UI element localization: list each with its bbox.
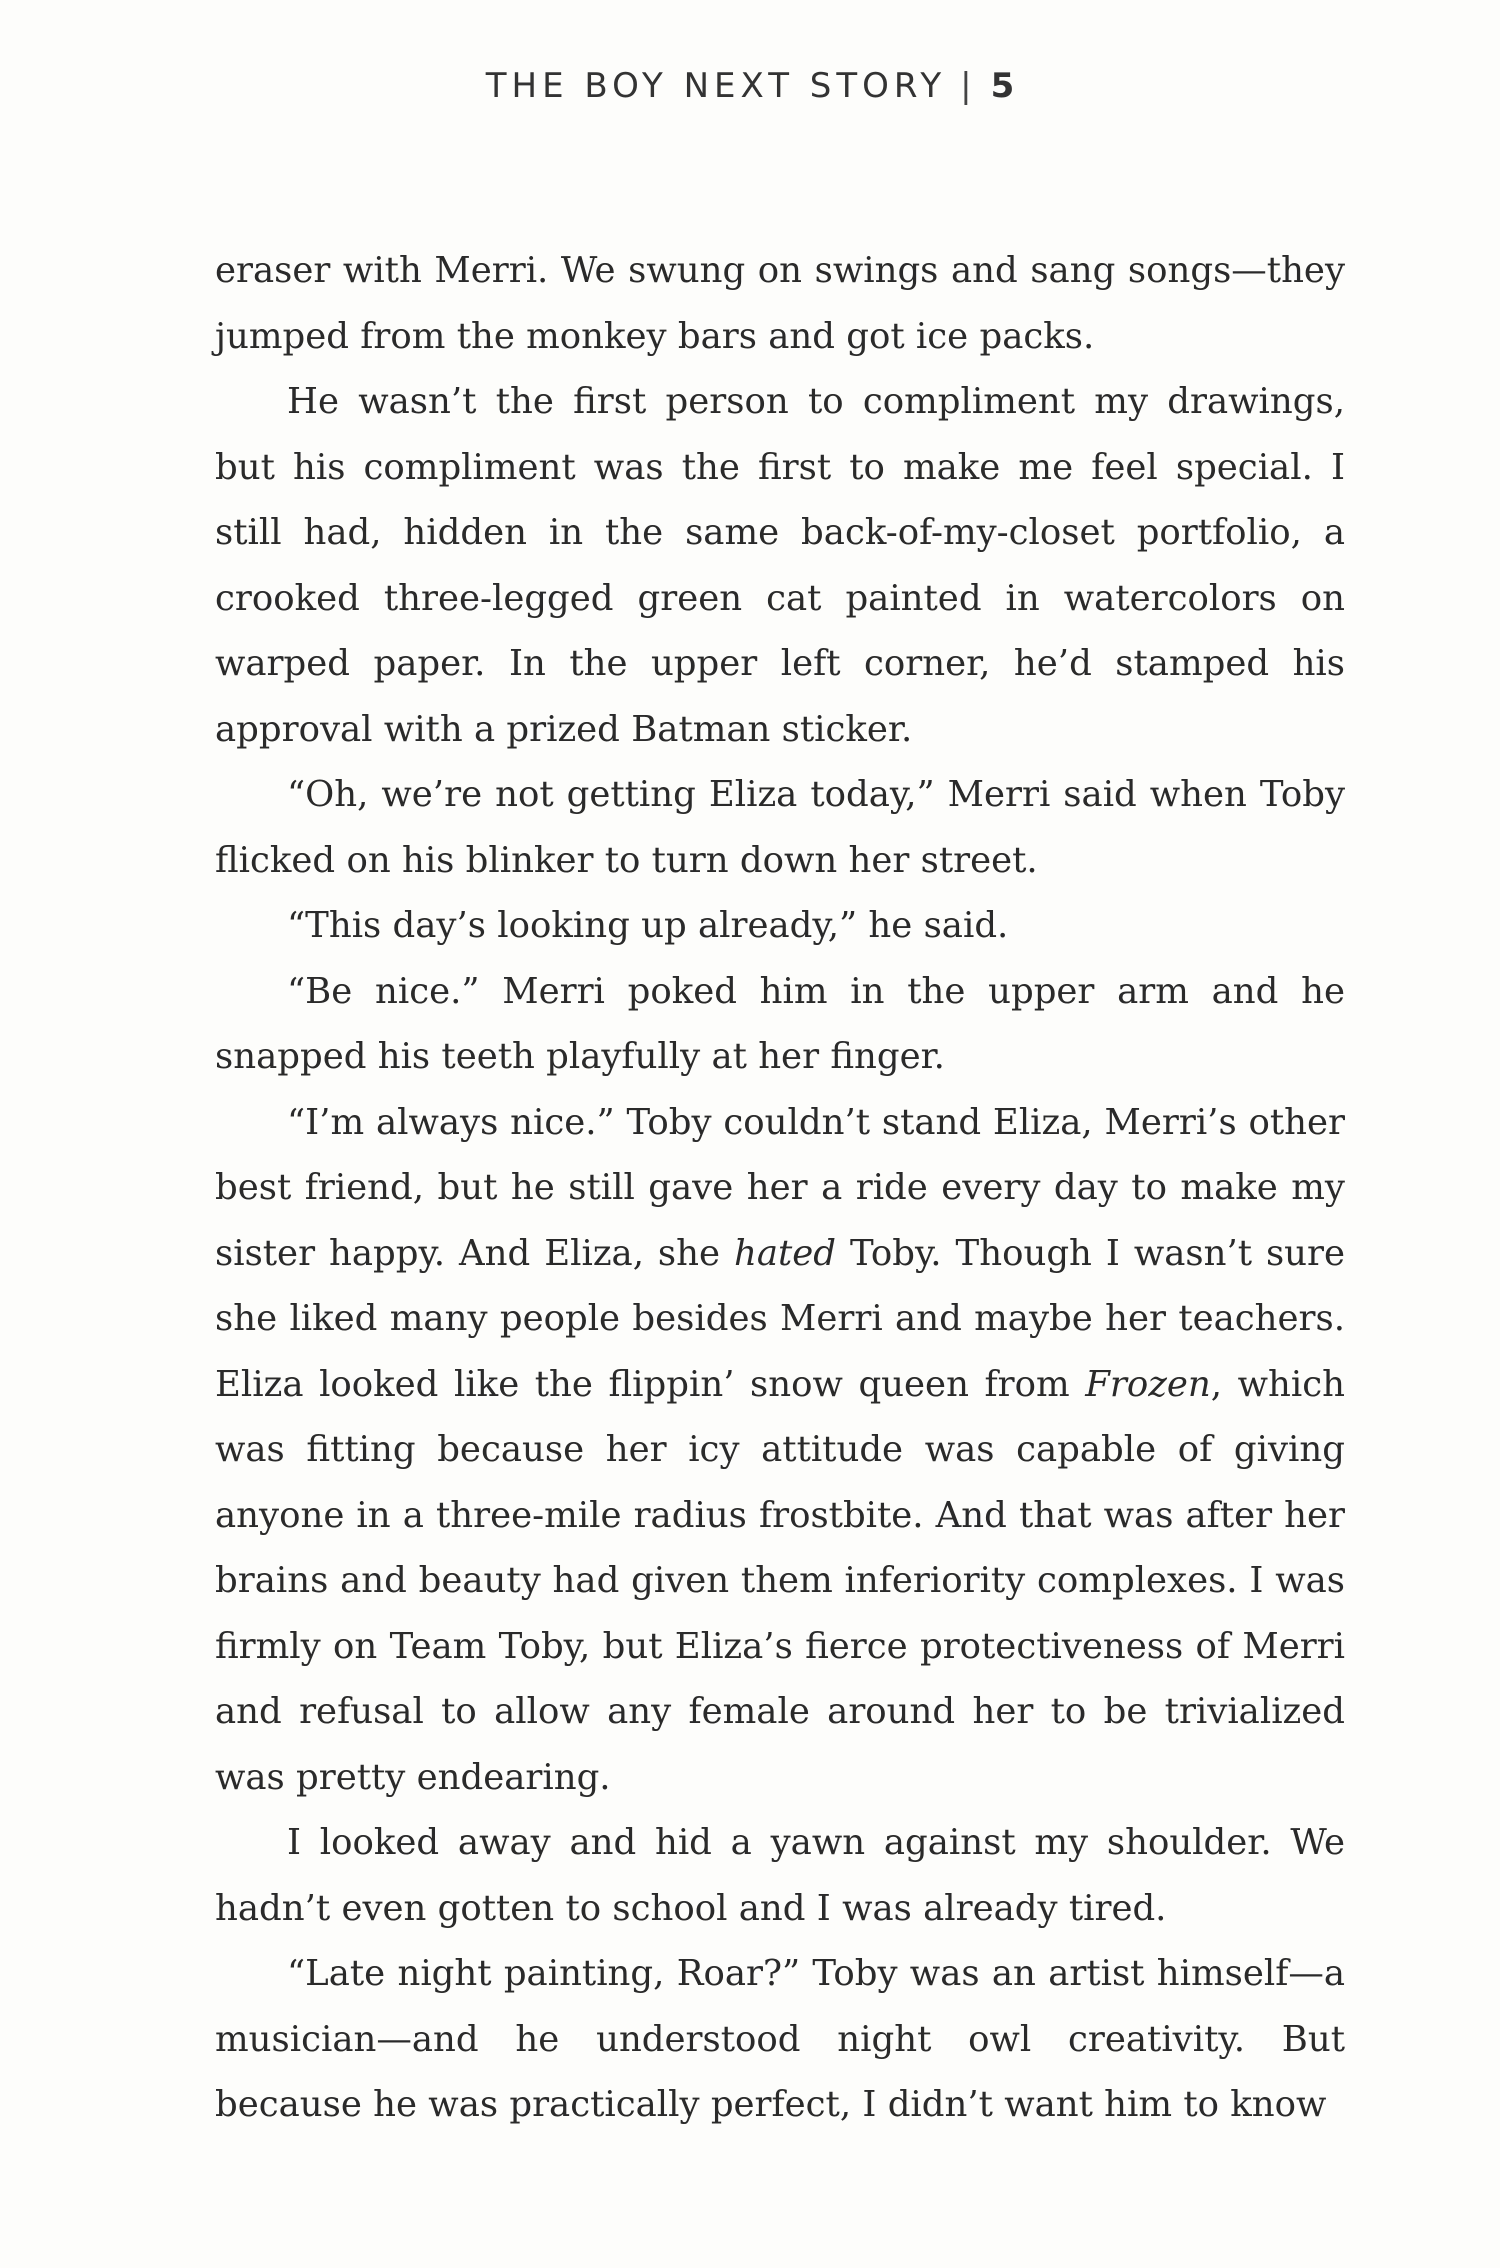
paragraph-6-emphasis-frozen: Frozen [1085, 1363, 1211, 1405]
paragraph-5: “Be nice.” Merri poked him in the upper arm and he snapped his teeth playfully at her finger. [215, 970, 1345, 1077]
book-title: THE BOY NEXT STORY [485, 66, 947, 106]
paragraph-4: “This day’s looking up already,” he said. [287, 905, 1009, 946]
paragraph-6 [215, 1090, 1345, 1811]
paragraph-6-part-3: , which was fitting because her icy attitude was capable of giving anyone in a three-mile radius frostbite. And that was after her brains and beauty had given them inferiority complexes. I was firmly on Team Toby, but Eliza’s fierce protectiveness of Merri and refusal to allow any female around her to be trivialized was pretty endearing. [215, 1363, 1346, 1798]
paragraph-6-emphasis-hated: hated [733, 1232, 836, 1274]
paragraph-6-part-1: “I’m always nice.” Toby couldn’t stand Eliza, Merri’s other best friend, but he still gave her a ride every day to make my sister happy. And Eliza, she [215, 1101, 1345, 1274]
header-separator: | [960, 66, 977, 106]
running-header [0, 66, 1500, 106]
paragraph-1: eraser with Merri. We swung on swings and sang songs—they jumped from the monkey bars and got ice packs. [215, 250, 1345, 357]
paragraph-8: “Late night painting, Roar?” Toby was an artist himself—a musician—and he understood night owl creativity. But because he was practically perfect, I didn’t want him to know [215, 1953, 1345, 2125]
page-number: 5 [990, 66, 1015, 106]
paragraph-3: “Oh, we’re not getting Eliza today,” Merri said when Toby flicked on his blinker to turn down her street. [215, 774, 1345, 881]
paragraph-6-part-2: Toby. Though I wasn’t sure she liked many people besides Merri and maybe her teachers. Eliza looked like the flippin’ snow queen from [215, 1232, 1346, 1405]
body-text [215, 238, 1345, 2138]
paragraph-2: He wasn’t the first person to compliment my drawings, but his compliment was the first to make me feel special. I still had, hidden in the same back-of-my-closet portfolio, a crooked three-legged green cat painted in watercolors on warped paper. In the upper left corner, he’d stamped his approval with a prized Batman sticker. [215, 381, 1345, 750]
paragraph-7: I looked away and hid a yawn against my shoulder. We hadn’t even gotten to school and I was already tired. [215, 1822, 1345, 1929]
